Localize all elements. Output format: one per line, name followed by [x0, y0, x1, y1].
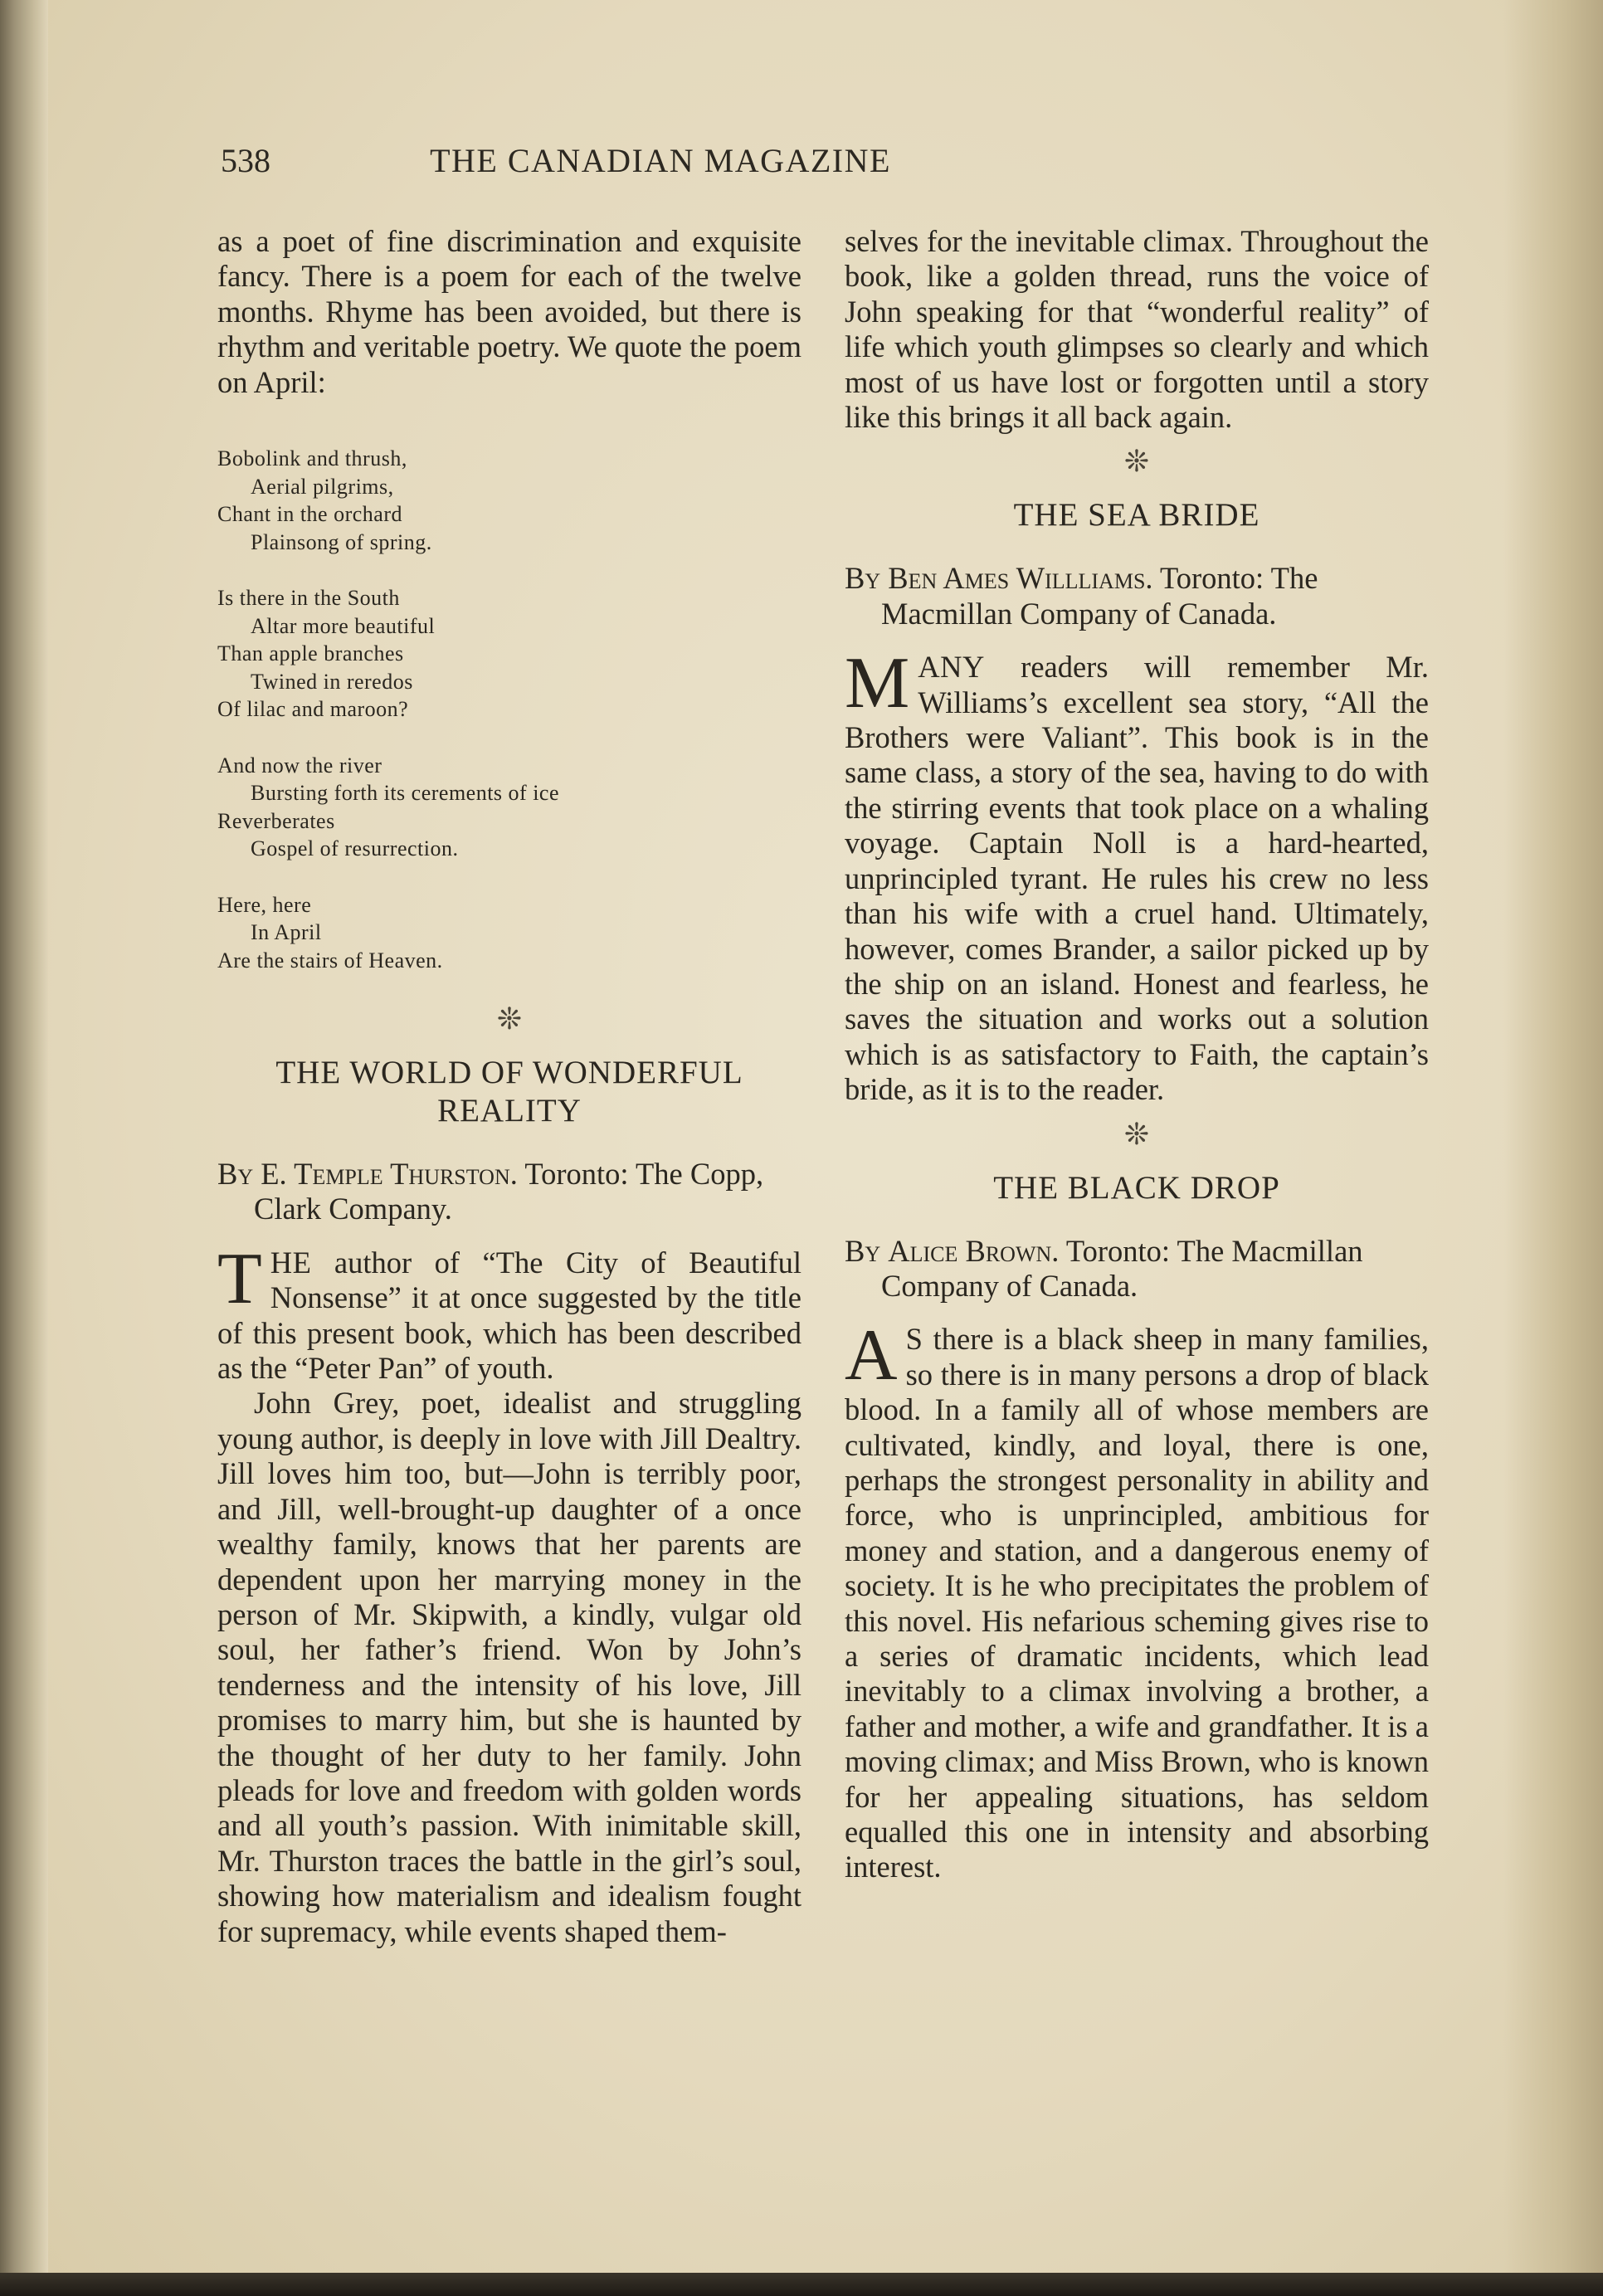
- byline-author: Ben Ames Willliams.: [888, 561, 1153, 596]
- page-number: 538: [221, 142, 270, 179]
- drop-cap: M: [845, 643, 910, 724]
- paragraph-text: there is a black sheep in many families, so there is in many persons a drop of black blood. In a family all of whose members are cultivated, kindly, and loyal, there is one, perhaps the strongest personality in ability and force, who is unprincipled, ambitious for money and station, and a dangerous enemy of society. It is he who precipitates the problem of this novel. His nefarious scheming gives rise to a series of dramatic incidents, which lead inevitably to a climax involving a brother, a father and mother, a wife and grandfather. It is a moving climax; and Miss Brown, who is known for her appealing situations, has seldom equalled this one in intensity and absorbing interest.: [845, 1322, 1430, 1884]
- section-ornament: ❊: [1123, 1117, 1150, 1151]
- poem-line: Are the stairs of Heaven.: [217, 948, 443, 973]
- poem-stanza: [217, 752, 802, 863]
- paragraph-text: readers will remember Mr. Williams’s excellent sea story, “All the Brothers were Valiant”. This book is in the same class, a story of the sea, having to do with the stirring events that took place on a whaling voyage. Captain Noll is a hard-hearted, unprincipled tyrant. He rules his crew no less than his wife with a cruel hand. Ultimately, however, comes Brander, a sailor picked up by the ship on an island. Honest and fearless, he saves the situation and works out a solution which is as satisfactory to Faith, the captain’s bride, as it is to the reader.: [845, 650, 1430, 1107]
- drop-cap: T: [217, 1238, 262, 1319]
- poem-line: Altar more beautiful: [251, 613, 436, 638]
- first-word: S: [905, 1322, 923, 1357]
- poem-line: In April: [251, 920, 322, 945]
- running-title: THE CANADIAN MAGAZINE: [430, 142, 891, 179]
- poem-line: Gospel of resurrection.: [251, 836, 459, 861]
- review-title: THE BLACK DROP: [993, 1169, 1280, 1206]
- april-poem: [217, 445, 802, 974]
- poem-stanza: [217, 891, 802, 975]
- section-ornament: ❊: [496, 1002, 523, 1036]
- byline-publisher: Toronto: The Macmillan Company of Canada.: [881, 1233, 1363, 1303]
- poem-line: Of lilac and maroon?: [217, 697, 409, 722]
- byline-prefix: By: [845, 1233, 881, 1268]
- poem-stanza: [217, 445, 802, 556]
- byline-prefix: By: [217, 1157, 254, 1192]
- poem-line: Aerial pilgrims,: [251, 474, 394, 499]
- review-paragraph: [217, 1238, 802, 1387]
- review-byline: [845, 1234, 1429, 1304]
- review-title: THE WORLD OF WONDERFUL REALITY: [275, 1055, 743, 1129]
- poem-stanza: [217, 584, 802, 724]
- book-spine-shadow: [0, 0, 48, 2296]
- review-byline: [845, 561, 1429, 631]
- byline-prefix: By: [845, 561, 881, 596]
- poem-line: Here, here: [217, 892, 312, 917]
- drop-cap: A: [845, 1315, 898, 1397]
- page-bottom-edge: [0, 2273, 1603, 2296]
- poem-line: Than apple branches: [217, 641, 404, 666]
- review-paragraph: [845, 643, 1430, 1107]
- page-header: [221, 141, 1100, 191]
- right-column: [845, 224, 1429, 1885]
- review-paragraph: [845, 1315, 1430, 1885]
- poem-line: Chant in the orchard: [217, 502, 402, 527]
- first-word: HE: [270, 1245, 312, 1280]
- paragraph-text: author of “The City of Beautiful Nonsense” it at once suggested by the title of this present book, which has been described as the “Peter Pan” of youth.: [217, 1245, 802, 1386]
- poem-line: Bursting forth its cerements of ice: [251, 781, 560, 806]
- review-paragraph: John Grey, poet, idealist and struggling young author, is deeply in love with Jill Dealtry. Jill loves him too, but—John is terribly poor, and Jill, well-brought-up daughter of a once wealthy family, knows that her parents are dependent upon her marrying money in the person of Mr. Skipwith, a kindly, vulgar old soul, her father’s friend. Won by John’s tenderness and the intensity of his love, Jill promises to marry him, but she is haunted by the thought of her duty to her family. John pleads for love and freedom with golden words and all youth’s passion. With inimitable skill, Mr. Thurston traces the battle in the girl’s soul, showing how materialism and idealism fought for supremacy, while events shaped them-: [217, 1386, 802, 1948]
- section-ornament: ❊: [1123, 445, 1150, 479]
- poem-line: And now the river: [217, 753, 382, 778]
- poem-line: Plainsong of spring.: [251, 529, 432, 554]
- poem-line: Twined in reredos: [251, 669, 413, 694]
- review-byline: [217, 1157, 802, 1227]
- first-word: ANY: [918, 650, 985, 685]
- byline-publisher: Toronto: The Macmillan Company of Canada.: [881, 561, 1318, 631]
- left-column: [217, 224, 802, 1949]
- continued-paragraph: selves for the inevitable climax. Throughout the book, like a golden thread, runs the voice of John speaking for that “wonderful reality” of life which youth glimpses so clearly and which most of us have lost or forgotten until a story like this brings it all back again.: [845, 224, 1429, 435]
- byline-author: E. Temple Thurston.: [261, 1157, 518, 1192]
- page-edge-shadow: [1503, 0, 1603, 2296]
- poem-line: Bobolink and thrush,: [217, 446, 407, 471]
- review-title: THE SEA BRIDE: [1013, 497, 1260, 534]
- intro-paragraph: as a poet of fine discrimination and exquisite fancy. There is a poem for each of the twelve months. Rhyme has been avoided, but there is rhythm and veritable poetry. We quote the poem on April:: [217, 224, 802, 399]
- poem-line: Is there in the South: [217, 586, 400, 611]
- poem-line: Reverberates: [217, 808, 335, 833]
- byline-publisher: Toronto: The Copp, Clark Company.: [254, 1157, 764, 1226]
- byline-author: Alice Brown.: [888, 1233, 1060, 1268]
